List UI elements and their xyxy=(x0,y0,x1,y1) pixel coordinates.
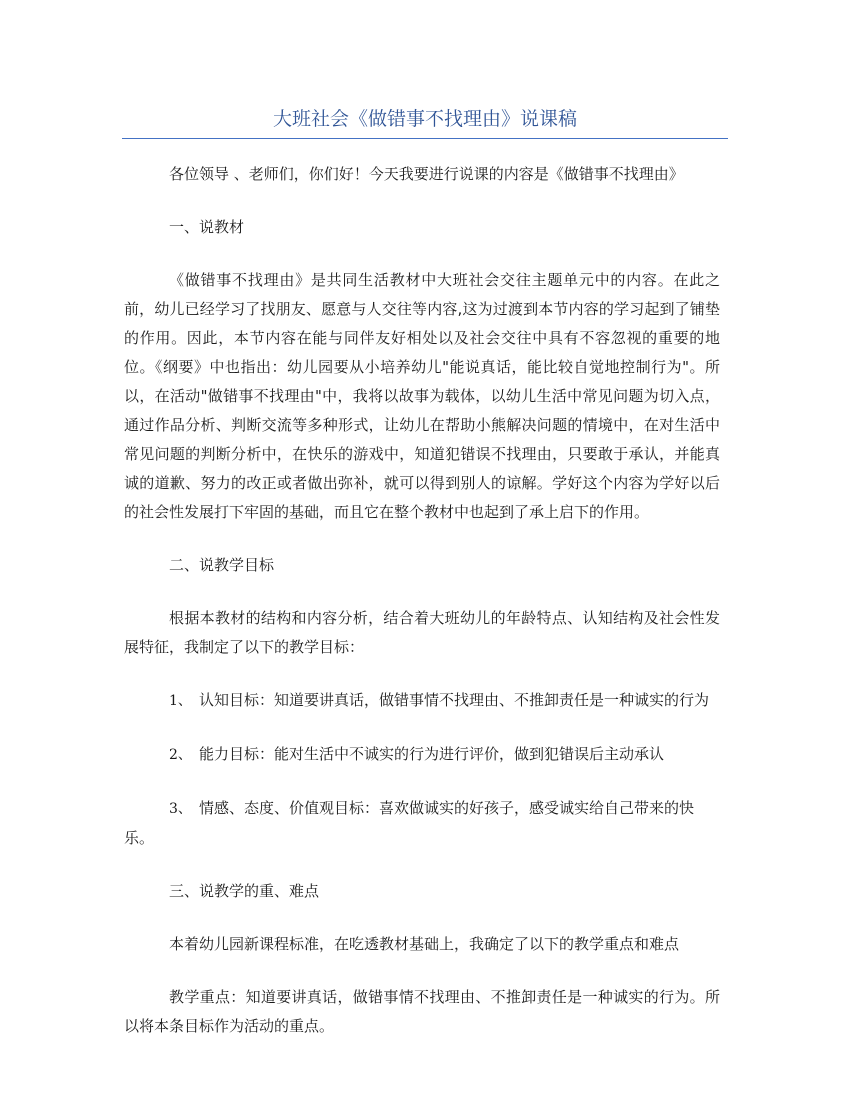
goal-text: 能力目标：能对生活中不诚实的行为进行评价，做到犯错误后主动承认 xyxy=(199,745,665,763)
document-body xyxy=(124,160,720,1065)
teaching-material-paragraph: 《做错事不找理由》是共同生活教材中大班社会交往主题单元中的内容。在此之前，幼儿已经学习了找朋友、愿意与人交往等内容,这为过渡到本节内容的学习起到了铺垫的作用。因此，本节内容在能与同伴友好相处以及社会交往中具有不容忽视的重要的地位。《纲要》中也指出：幼儿园要从小培养幼儿"能说真话，能比较自觉地控制行为"。所以，在活动"做错事不找理由"中，我将以故事为载体，以幼儿生活中常见问题为切入点，通过作品分析、判断交流等多种形式，让幼儿在帮助小熊解决问题的情境中，在对生活中常见问题的判断分析中，在快乐的游戏中，知道犯错误不找理由，只要敢于承认，并能真诚的道歉、努力的改正或者做出弥补，就可以得到别人的谅解。学好这个内容为学好以后的社会性发展打下牢固的基础，而且它在整个教材中也起到了承上启下的作用。 xyxy=(124,271,720,521)
title-underline xyxy=(122,138,728,139)
goal-number: 2、 xyxy=(169,747,192,763)
section-heading-teaching-goals: 二、说教学目标 xyxy=(169,556,275,574)
goal-item-2 xyxy=(124,740,720,770)
goal-item-1 xyxy=(124,686,720,716)
goal-text: 认知目标：知道要讲真话，做错事情不找理由、不推卸责任是一种诚实的行为 xyxy=(199,691,710,709)
greeting-paragraph: 各位领导 、老师们，你们好！今天我要进行说课的内容是《做错事不找理由》 xyxy=(169,165,684,183)
goal-text: 情感、态度、价值观目标：喜欢做诚实的好孩子，感受诚实给自己带来的快乐。 xyxy=(124,799,695,847)
key-points-intro-paragraph: 本着幼儿园新课程标准，在吃透教材基础上，我确定了以下的教学重点和难点 xyxy=(169,935,680,953)
goal-number: 1、 xyxy=(169,693,192,709)
key-point-paragraph: 教学重点：知道要讲真话，做错事情不找理由、不推卸责任是一种诚实的行为。所以将本条目标作为活动的重点。 xyxy=(124,988,720,1035)
section-heading-key-points: 三、说教学的重、难点 xyxy=(169,882,320,900)
teaching-goals-paragraph: 根据本教材的结构和内容分析，结合着大班幼儿的年龄特点、认知结构及社会性发展特征，我制定了以下的教学目标： xyxy=(124,609,720,656)
section-heading-teaching-material: 一、说教材 xyxy=(169,218,245,236)
document-title: 大班社会《做错事不找理由》说课稿 xyxy=(272,108,577,130)
goal-number: 3、 xyxy=(169,801,192,817)
goal-item-3 xyxy=(124,794,720,853)
